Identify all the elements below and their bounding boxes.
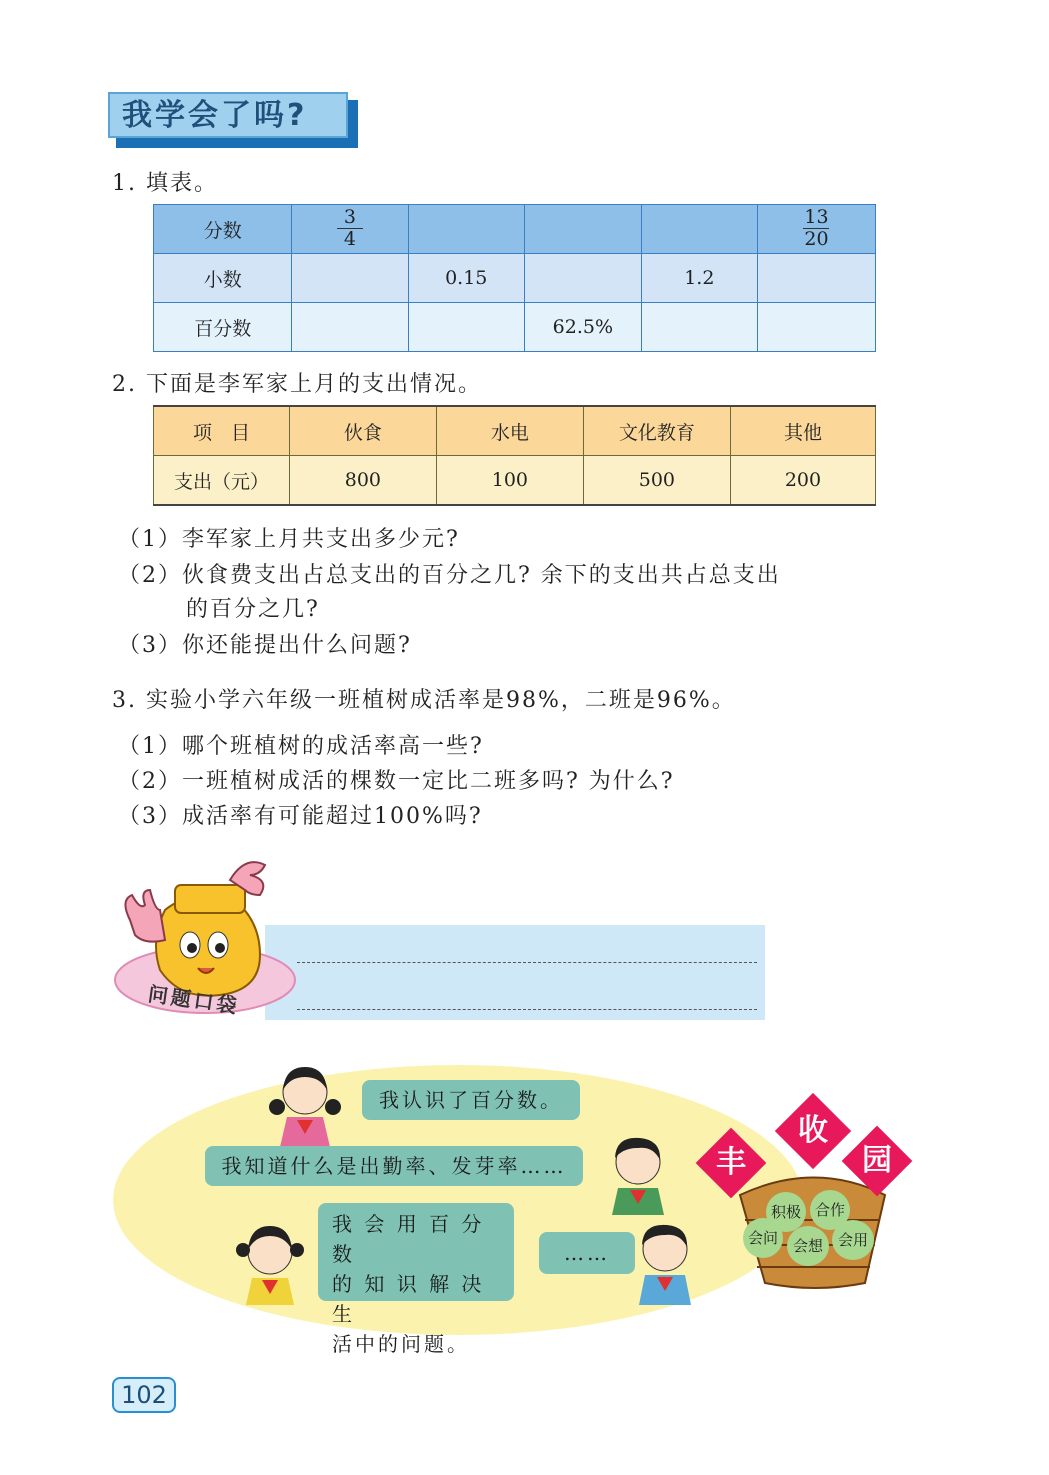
q2-sub-2-cont: 的百分之几? xyxy=(186,597,320,622)
table-header-cell: 其他 xyxy=(730,406,875,456)
table-cell: 100 xyxy=(436,456,583,506)
table-row xyxy=(154,205,876,254)
boy-2-icon xyxy=(625,1215,705,1305)
bubble-3-line-3: 活中的问题。 xyxy=(332,1332,470,1356)
table-row xyxy=(154,406,876,456)
table-header-cell: 伙食 xyxy=(289,406,436,456)
table-header-cell: 水电 xyxy=(436,406,583,456)
table-row xyxy=(154,303,876,352)
table-row xyxy=(154,456,876,506)
expense-table xyxy=(153,405,876,506)
q3-sub-2: （2）一班植树成活的棵数一定比二班多吗? 为什么? xyxy=(118,769,675,794)
bubble-3-line-1: 我 会 用 百 分 数 xyxy=(332,1212,485,1266)
sign-char: 园 xyxy=(862,1143,892,1178)
table-header-cell: 项 目 xyxy=(154,406,290,456)
table-cell xyxy=(292,205,408,254)
table-cell: 500 xyxy=(583,456,730,506)
table-cell: 0.15 xyxy=(408,254,524,303)
sign-char: 丰 xyxy=(716,1145,746,1180)
apple: 合作 xyxy=(810,1190,850,1230)
question-2-label: 2. 下面是李军家上月的支出情况。 xyxy=(112,372,482,397)
page-number: 102 xyxy=(112,1377,176,1413)
speech-bubble-1: 我认识了百分数。 xyxy=(362,1080,580,1120)
table-cell[interactable] xyxy=(757,254,875,303)
table-cell[interactable] xyxy=(408,303,524,352)
q3-sub-3: （3）成活率有可能超过100%吗? xyxy=(118,804,483,829)
q2-sub-3: （3）你还能提出什么问题? xyxy=(118,633,412,658)
apple: 会想 xyxy=(787,1226,829,1266)
fill-table xyxy=(153,204,876,352)
bubble-3-line-2: 的 知 识 解 决 生 xyxy=(332,1272,485,1326)
row-label-decimal: 小数 xyxy=(154,254,292,303)
numerator: 13 xyxy=(804,206,829,228)
speech-bubble-2: 我知道什么是出勤率、发芽率…… xyxy=(205,1146,583,1186)
table-cell: 800 xyxy=(289,456,436,506)
row-label-expense: 支出（元） xyxy=(154,456,290,506)
question-1-label: 1. 填表。 xyxy=(112,171,218,196)
apple: 会问 xyxy=(743,1218,783,1258)
answer-line xyxy=(297,1009,757,1010)
fraction-3-4 xyxy=(337,208,363,249)
q2-sub-2: （2）伙食费支出占总支出的百分之几? 余下的支出共占总支出 xyxy=(118,563,781,588)
table-cell[interactable] xyxy=(757,303,875,352)
pocket-label: 问题口袋 xyxy=(146,981,242,1019)
table-row xyxy=(154,254,876,303)
boy-icon xyxy=(598,1130,678,1215)
girl-2-icon xyxy=(230,1220,310,1305)
q2-sub-1: （1）李军家上月共支出多少元? xyxy=(118,527,460,552)
table-cell: 200 xyxy=(730,456,875,506)
denominator: 20 xyxy=(804,228,829,250)
table-header-cell: 文化教育 xyxy=(583,406,730,456)
numerator: 3 xyxy=(343,206,357,228)
row-label-fraction: 分数 xyxy=(154,205,292,254)
table-cell[interactable] xyxy=(292,303,408,352)
question-3-label: 3. 实验小学六年级一班植树成活率是98%，二班是96%。 xyxy=(112,688,736,713)
table-cell[interactable] xyxy=(641,205,757,254)
q3-sub-1: （1）哪个班植树的成活率高一些? xyxy=(118,734,484,759)
table-cell[interactable] xyxy=(408,205,524,254)
answer-line xyxy=(297,962,757,963)
row-label-percent: 百分数 xyxy=(154,303,292,352)
section-title-text: 我学会了吗? xyxy=(108,92,348,138)
notes-area[interactable] xyxy=(265,925,765,1020)
table-cell: 1.2 xyxy=(641,254,757,303)
table-cell[interactable] xyxy=(524,254,641,303)
fraction-13-20 xyxy=(803,208,829,249)
apple: 会用 xyxy=(832,1220,874,1260)
section-title xyxy=(108,92,358,148)
table-cell[interactable] xyxy=(641,303,757,352)
denominator: 4 xyxy=(343,228,357,250)
speech-bubble-3 xyxy=(318,1203,514,1356)
table-cell xyxy=(757,205,875,254)
speech-bubble-4: …… xyxy=(539,1232,635,1274)
table-cell: 62.5% xyxy=(524,303,641,352)
sign-char: 收 xyxy=(798,1113,828,1148)
table-cell[interactable] xyxy=(524,205,641,254)
table-cell[interactable] xyxy=(292,254,408,303)
apple: 积极 xyxy=(766,1192,806,1232)
girl-icon xyxy=(265,1062,345,1147)
